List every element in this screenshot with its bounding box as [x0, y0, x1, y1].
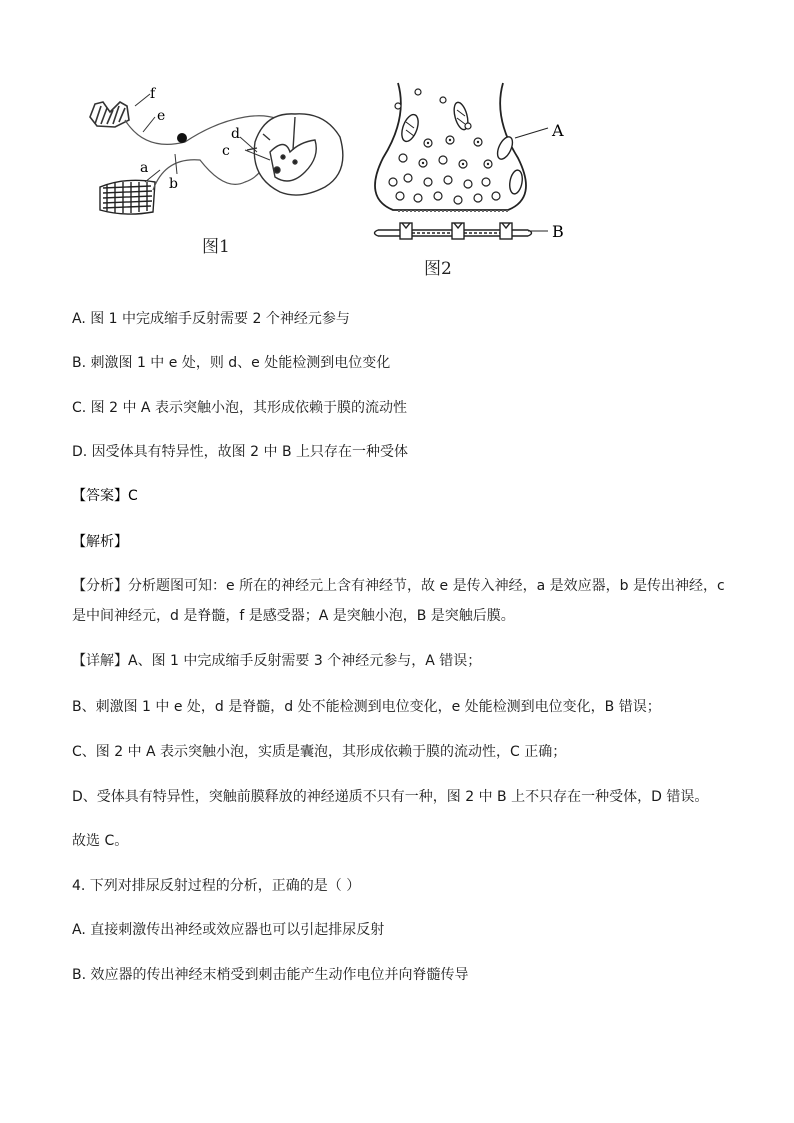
- label-B: B: [552, 222, 564, 241]
- option-d: D. 因受体具有特异性，故图 2 中 B 上只存在一种受体: [72, 444, 408, 460]
- spinal-cord-section: [247, 114, 343, 195]
- question-4-option-b: B. 效应器的传出神经末梢受到刺击能产生动作电位并向脊髓传导: [72, 967, 469, 983]
- option-c: C. 图 2 中 A 表示突触小泡，其形成依赖于膜的流动性: [72, 400, 407, 416]
- label-c: c: [222, 143, 230, 159]
- figure-1-caption: 图1: [202, 237, 230, 257]
- detail-line-2: B、刺激图 1 中 e 处，d 是脊髓，d 处不能检测到电位变化，e 处能检测到电位变化，B 错误；: [72, 699, 661, 715]
- detail-line-4: D、受体具有特异性，突触前膜释放的神经递质不只有一种，图 2 中 B 上不只存在一种受体，D 错误。: [72, 789, 709, 805]
- analysis-line-2: 是中间神经元，d 是脊髓，f 是感受器；A 是突触小泡，B 是突触后膜。: [72, 608, 515, 624]
- label-A: A: [552, 121, 564, 140]
- option-b: B. 刺激图 1 中 e 处，则 d、e 处能检测到电位变化: [72, 355, 391, 371]
- answer-line: 【答案】C: [72, 488, 138, 504]
- skin-receptor: [90, 102, 129, 127]
- analysis-line-1: 【分析】分析题图可知：e 所在的神经元上含有神经节，故 e 是传入神经，a 是效应器，b 是传出神经，c: [72, 578, 725, 594]
- figure-2-synapse: [368, 78, 578, 248]
- label-a: a: [140, 160, 149, 176]
- detail-line-3: C、图 2 中 A 表示突触小泡，实质是囊泡，其形成依赖于膜的流动性，C 正确；: [72, 744, 567, 760]
- label-d: d: [231, 126, 240, 142]
- label-f: f: [150, 86, 156, 102]
- muscle-effector: [100, 180, 155, 214]
- ganglion: [177, 133, 187, 143]
- synapse-diagram: [368, 78, 578, 248]
- detail-line-1: 【详解】A、图 1 中完成缩手反射需要 3 个神经元参与，A 错误；: [72, 653, 482, 669]
- label-b: b: [169, 176, 178, 192]
- figure-2-caption: 图2: [424, 259, 452, 279]
- conclusion: 故选 C。: [72, 833, 129, 849]
- analysis-title: 【解析】: [72, 534, 128, 550]
- postsynaptic-membrane: [375, 223, 532, 239]
- figure-1-reflex-arc: [85, 82, 355, 222]
- question-4-stem: 4. 下列对排尿反射过程的分析，正确的是（ ）: [72, 878, 361, 894]
- question-4-option-a: A. 直接刺激传出神经或效应器也可以引起排尿反射: [72, 922, 385, 938]
- option-a: A. 图 1 中完成缩手反射需要 2 个神经元参与: [72, 311, 350, 327]
- label-e: e: [157, 108, 166, 124]
- reflex-arc-diagram: [85, 82, 355, 222]
